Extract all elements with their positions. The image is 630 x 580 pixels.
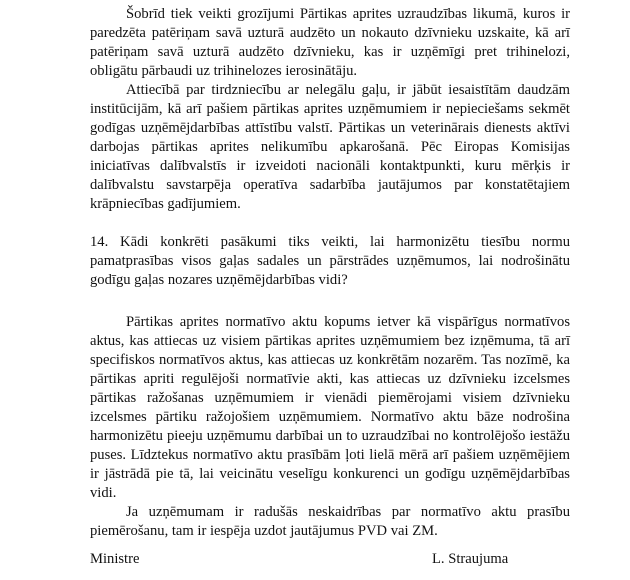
answer-section (90, 313, 570, 541)
signature-title: Ministre (90, 551, 140, 567)
question-section (90, 233, 570, 290)
question-14: 14. Kādi konkrēti pasākumi tiks veikti, lai harmonizētu tiesību normu pamatprasības visos gaļas sadales un pārstrādes uzņēmumos, lai nodrošinātu godīgu gaļas nozares uzņēmējdarbības vidi? (90, 234, 570, 288)
body-section-top (90, 5, 570, 214)
signature-name: L. Straujuma (432, 551, 509, 567)
paragraph-illegal-meat-trade: Attiecībā par tirdzniecību ar nelegālu gaļu, ir jābūt iesaistītām daudzām institūcijām, kā arī pašiem pārtikas aprites uzņēmumiem ir nepieciešams sekmēt godīgas uzņēmējdarbības attīstību valstī. Pārtikas un veterinārais dienests aktīvi darbojas pārtikas aprites nelikumību apkarošanā. Pēc Eiropas Komisijas iniciatīvas dalībvalstīs ir izveidoti nacionāli kontaktpunkti, kuru mērķis ir dalībvalstu savstarpēja operatīva sadarbība jautājumos par konstatētajiem krāpniecības gadījumiem. (90, 82, 570, 212)
paragraph-amendments: Šobrīd tiek veikti grozījumi Pārtikas aprites uzraudzības likumā, kuros ir paredzēta patēriņam savā uzturā audzēto un nokauto dzīvnieku uzskaite, kā arī patēriņam savā uzturā audzēto dzīvnieku, kas ir uzņēmīgi pret trihinelozi, obligātu pārbaudi uz trihinelozes ierosinātāju. (90, 6, 570, 79)
paragraph-regulatory-framework: Pārtikas aprites normatīvo aktu kopums ietver kā vispārīgus normatīvos aktus, kas attiecas uz visiem pārtikas aprites uzņēmumiem bez izņēmuma, tā arī specifiskos normatīvos aktus, kas attiecas uz konkrētām nozarēm. Tas nozīmē, ka pārtikas apriti regulējoši normatīvie akti, kas attiecas uz dzīvnieku izcelsmes pārtikas ražošanas uzņēmumiem ir vienādi piemērojami visiem dzīvnieku izcelsmes pārtiku ražojošiem uzņēmumiem. Normatīvo aktu bāze nodrošina harmonizētu pieeju uzņēmumu darbībai un to uzraudzībai no kontrolējošo iestāžu puses. Līdztekus normatīvo aktu prasībām ļoti lielā mērā arī pašiem uzņēmējiem ir jāstrādā pie tā, lai veicinātu veselīgu konkurenci un godīgu uzņēmējdarbības vidi. (90, 314, 570, 501)
paragraph-clarifications: Ja uzņēmumam ir radušās neskaidrības par normatīvo aktu prasību piemērošanu, tam ir iespēja uzdot jautājumus PVD vai ZM. (90, 504, 570, 539)
